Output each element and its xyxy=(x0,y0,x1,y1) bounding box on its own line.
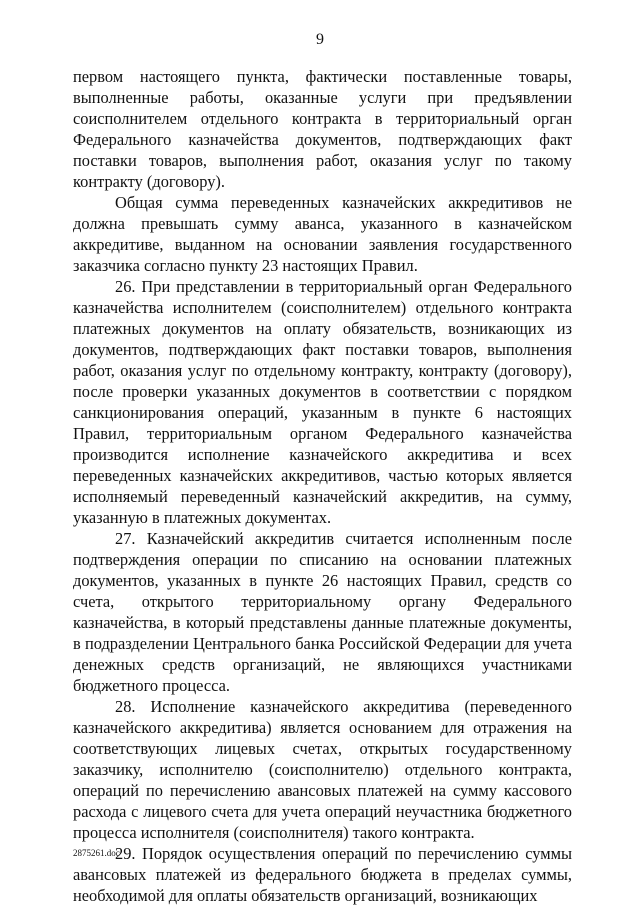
paragraph-total-sum: Общая сумма переведенных казначейских аккредитивов не должна превышать сумму аванса, указанного в казначейском аккредитиве, выданном на основании заявления государственного заказчика согласно пункту 23 настоящих Правил. xyxy=(73,193,572,275)
paragraph-continuation: первом настоящего пункта, фактически поставленные товары, выполненные работы, оказанные услуги при предъявлении соисполнителем отдельного контракта в территориальный орган Федерального казначейства документов, подтверждающих факт поставки товаров, выполнения работ, оказания услуг по такому контракту (договору). xyxy=(73,67,572,191)
paragraph-clause-29: 29. Порядок осуществления операций по перечислению суммы авансовых платежей из федерального бюджета в пределах суммы, необходимой для оплаты обязательств организаций, возникающих xyxy=(73,844,572,905)
paragraph-clause-27: 27. Казначейский аккредитив считается исполненным после подтверждения операции по списанию на основании платежных документов, указанных в пункте 26 настоящих Правил, средств со счета, открытого территориальному органу Федерального казначейства, в который представлены данные платежные документы, в подразделении Центрального банка Российской Федерации для учета денежных средств организаций, не являющихся участниками бюджетного процесса. xyxy=(73,529,572,695)
paragraph-clause-26: 26. При представлении в территориальный орган Федерального казначейства исполнителем (соисполнителем) отдельного контракта платежных документов на оплату обязательств, возникающих из документов, подтверждающих факт поставки товаров, выполнения работ, оказания услуг по отдельному контракту, контракту (договору), после проверки указанных документов в соответствии с порядком санкционирования операций, указанным в пункте 6 настоящих Правил, территориальным органом Федерального казначейства производится исполнение казначейского аккредитива и всех переведенных казначейских аккредитивов, частью которых является исполняемый переведенный казначейский аккредитив, на сумму, указанную в платежных документах. xyxy=(73,277,572,527)
document-body xyxy=(73,66,572,906)
file-name-footer: 2875261.doc xyxy=(73,848,120,858)
page-number: 9 xyxy=(316,31,324,48)
paragraph-clause-28: 28. Исполнение казначейского аккредитива (переведенного казначейского аккредитива) является основанием для отражения на соответствующих лицевых счетах, открытых государственному заказчику, исполнителю (соисполнителю) отдельного контракта, операций по перечислению авансовых платежей на сумму кассового расхода с лицевого счета для учета операций неучастника бюджетного процесса исполнителя (соисполнителя) такого контракта. xyxy=(73,697,572,842)
